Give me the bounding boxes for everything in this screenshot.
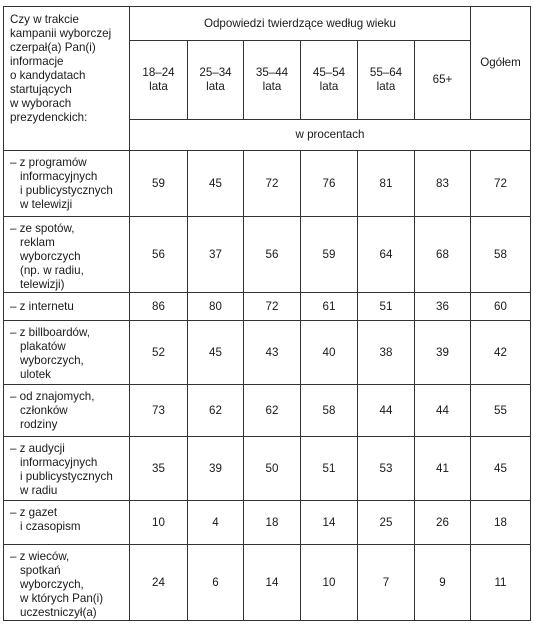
row-label-line: członków (20, 404, 68, 417)
row-label (4, 437, 130, 501)
age-group-line: 55–64 (369, 66, 403, 79)
percent-value: 53 (358, 437, 415, 501)
age-group-line: lata (149, 80, 168, 93)
percent-value: 36 (415, 293, 471, 321)
age-group-label (130, 41, 188, 120)
age-group-label (188, 41, 244, 120)
row-label-line: informacyjnych (20, 456, 98, 469)
question-line: startujących (10, 83, 72, 96)
row-label-line: – z programów (10, 156, 87, 169)
row-label-line: rodziny (20, 418, 58, 431)
percent-value: 52 (130, 321, 188, 385)
percent-value: 9 (415, 545, 471, 621)
percent-value: 43 (244, 321, 301, 385)
question-line: informacje (10, 55, 64, 68)
row-label (4, 217, 130, 293)
row-label-line: – z gazet (10, 506, 58, 519)
percent-value: 56 (130, 217, 188, 293)
survey-table (3, 6, 531, 621)
total-value: 42 (471, 321, 531, 385)
row-label (4, 293, 130, 321)
percent-value: 39 (415, 321, 471, 385)
percent-value: 50 (244, 437, 301, 501)
percent-value: 37 (188, 217, 244, 293)
percent-value: 73 (130, 385, 188, 437)
percent-value: 51 (358, 293, 415, 321)
percent-value: 64 (358, 217, 415, 293)
percent-value: 25 (358, 501, 415, 545)
age-group-line: 35–44 (255, 66, 289, 79)
percent-value: 59 (130, 151, 188, 217)
row-label-line: w telewizji (20, 198, 73, 211)
row-label-line: ulotek (20, 368, 51, 381)
row-label-line: – od znajomych, (10, 390, 95, 403)
row-label-line: spotkań (20, 564, 61, 577)
age-group-line: lata (319, 80, 339, 93)
row-label-line: – z internetu (10, 299, 74, 313)
total-value: 18 (471, 501, 531, 545)
row-label-line: reklam (20, 236, 55, 249)
percent-value: 14 (244, 545, 301, 621)
age-group-line: lata (206, 80, 225, 93)
percent-value: 83 (415, 151, 471, 217)
row-label (4, 385, 130, 437)
row-label-line: w radiu (20, 484, 58, 497)
age-group-label (358, 41, 415, 120)
question-line: prezydenckich: (10, 111, 88, 124)
percent-value: 76 (301, 151, 358, 217)
question-line: czerpał(a) Pan(i) (10, 41, 96, 54)
age-group-header: Odpowiedzi twierdzące według wieku (130, 7, 471, 41)
row-label (4, 501, 130, 545)
percent-value: 18 (244, 501, 301, 545)
row-label (4, 151, 130, 217)
percent-value: 44 (358, 385, 415, 437)
percent-value: 72 (244, 293, 301, 321)
percent-value: 45 (188, 151, 244, 217)
total-header: Ogółem (471, 7, 531, 120)
question-line: o kandydatach (10, 69, 86, 82)
percent-value: 56 (244, 217, 301, 293)
age-group-line: lata (262, 80, 282, 93)
table-row (4, 293, 531, 321)
row-label-line: wyborczych, (20, 578, 84, 591)
percent-value: 6 (188, 545, 244, 621)
row-label-line: i publicystycznych (20, 184, 113, 197)
percent-value: 58 (301, 385, 358, 437)
table-row (4, 437, 531, 501)
percent-value: 61 (301, 293, 358, 321)
age-group-label (415, 41, 471, 120)
unit-label: w procentach (130, 120, 531, 151)
total-value: 11 (471, 545, 531, 621)
percent-value: 26 (415, 501, 471, 545)
row-label-line: – z audycji (10, 442, 65, 455)
age-group-line: 45–54 (312, 66, 346, 79)
row-label-line: w których Pan(i) (20, 592, 104, 605)
row-label-line: (np. w radiu, (20, 264, 84, 277)
row-label-line: wyborczych, (20, 354, 84, 367)
percent-value: 62 (244, 385, 301, 437)
question-line: Czy w trakcie (10, 13, 79, 26)
row-label (4, 321, 130, 385)
percent-value: 24 (130, 545, 188, 621)
row-label (4, 545, 130, 621)
age-group-label (244, 41, 301, 120)
percent-value: 44 (415, 385, 471, 437)
age-group-line: 25–34 (199, 66, 232, 79)
percent-value: 51 (301, 437, 358, 501)
percent-value: 39 (188, 437, 244, 501)
age-group-label (301, 41, 358, 120)
percent-value: 80 (188, 293, 244, 321)
row-label-line: – z wieców, (10, 550, 70, 563)
total-value: 45 (471, 437, 531, 501)
row-label-line: i publicystycznych (20, 470, 113, 483)
table-row (4, 545, 531, 621)
row-label-line: plakatów (20, 340, 66, 353)
row-label-line: i czasopism (20, 520, 81, 533)
percent-value: 81 (358, 151, 415, 217)
percent-value: 41 (415, 437, 471, 501)
table-row (4, 501, 531, 545)
table-row (4, 217, 531, 293)
table-row (4, 321, 531, 385)
total-value: 58 (471, 217, 531, 293)
row-label-line: telewizji) (20, 278, 65, 291)
total-value: 72 (471, 151, 531, 217)
percent-value: 14 (301, 501, 358, 545)
row-label-line: informacyjnych (20, 170, 98, 183)
percent-value: 10 (301, 545, 358, 621)
percent-value: 59 (301, 217, 358, 293)
percent-value: 35 (130, 437, 188, 501)
percent-value: 40 (301, 321, 358, 385)
question-cell (4, 7, 130, 151)
percent-value: 4 (188, 501, 244, 545)
percent-value: 7 (358, 545, 415, 621)
table-row (4, 385, 531, 437)
age-group-line: 18–24 (142, 66, 175, 79)
percent-value: 45 (188, 321, 244, 385)
percent-value: 10 (130, 501, 188, 545)
total-value: 55 (471, 385, 531, 437)
percent-value: 68 (415, 217, 471, 293)
percent-value: 86 (130, 293, 188, 321)
row-label-line: – ze spotów, (10, 222, 75, 235)
age-group-line: lata (376, 80, 396, 93)
question-line: kampanii wyborczej (10, 27, 112, 40)
row-label-line: wyborczych (20, 250, 81, 263)
row-label-line: uczestniczył(a) (20, 606, 97, 619)
percent-value: 38 (358, 321, 415, 385)
percent-value: 72 (244, 151, 301, 217)
age-group-line: 65+ (432, 73, 453, 86)
total-value: 60 (471, 293, 531, 321)
table-row (4, 151, 531, 217)
percent-value: 62 (188, 385, 244, 437)
question-line: w wyborach (10, 97, 72, 110)
row-label-line: – z billboardów, (10, 326, 90, 339)
